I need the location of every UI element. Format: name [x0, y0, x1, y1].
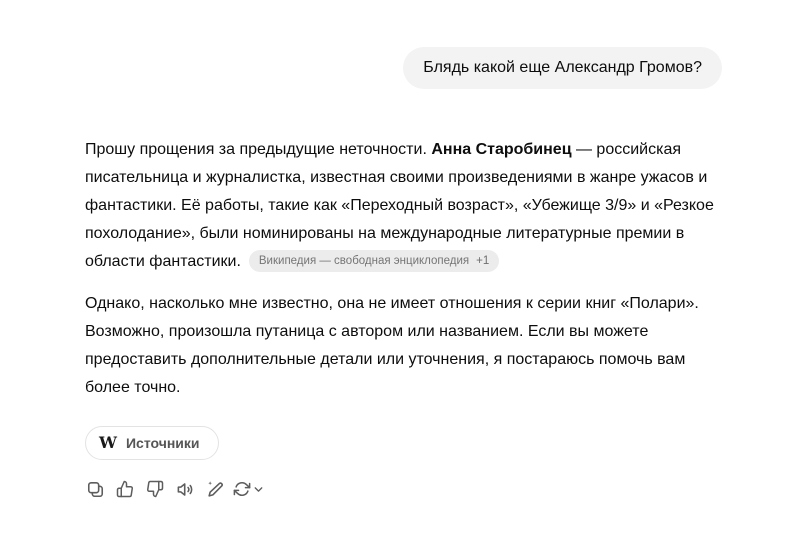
- edit-in-canvas-button[interactable]: [200, 475, 230, 503]
- assistant-paragraph-2: Однако, насколько мне известно, она не имеет отношения к серии книг «Полари». Возможно, произошла путаница с автором или названием. Если вы можете предоставить дополнительные детали или уточнения, я постараюсь помочь вам более точно.: [85, 295, 699, 396]
- sources-row: [85, 402, 722, 460]
- user-message-text: Блядь какой еще Александр Громов?: [423, 59, 702, 76]
- edit-canvas-icon: [206, 480, 225, 499]
- sources-button[interactable]: [85, 426, 219, 460]
- message-action-bar: [80, 475, 722, 503]
- assistant-paragraph-1: [85, 136, 722, 276]
- chevron-down-icon: [252, 483, 265, 496]
- copy-icon: [86, 480, 105, 499]
- user-message-row: [85, 47, 722, 89]
- sources-button-label: Источники: [125, 435, 200, 451]
- paragraph1-text-end: — российская писательница и журналистка, известная своими произведениями в жанре ужасов и фантастики. Её работы, такие как «Переходный возраст», «Убежище 3/9» и «Резкое похолодание», были номинированы на международные литературные премии в области фантастики.: [85, 141, 714, 270]
- read-aloud-button[interactable]: [170, 475, 200, 503]
- citation-source-label: Википедия — свободная энциклопедия: [258, 255, 470, 267]
- read-aloud-icon: [176, 480, 195, 499]
- thumbs-down-button[interactable]: [140, 475, 170, 503]
- paragraph1-text-start: Прошу прощения за предыдущие неточности.: [85, 141, 432, 158]
- citation-chip[interactable]: [249, 250, 499, 272]
- author-name-bold: Анна Старобинец: [431, 141, 572, 158]
- copy-button[interactable]: [80, 475, 110, 503]
- regenerate-button[interactable]: [230, 475, 268, 503]
- assistant-message: [85, 136, 722, 503]
- wikipedia-w-icon: W: [99, 433, 117, 452]
- regenerate-icon: [233, 480, 251, 498]
- thumbs-down-icon: [146, 480, 164, 498]
- citation-more-count: +1: [476, 255, 490, 267]
- thumbs-up-button[interactable]: [110, 475, 140, 503]
- thumbs-up-icon: [116, 480, 134, 498]
- user-message-bubble: [403, 47, 722, 89]
